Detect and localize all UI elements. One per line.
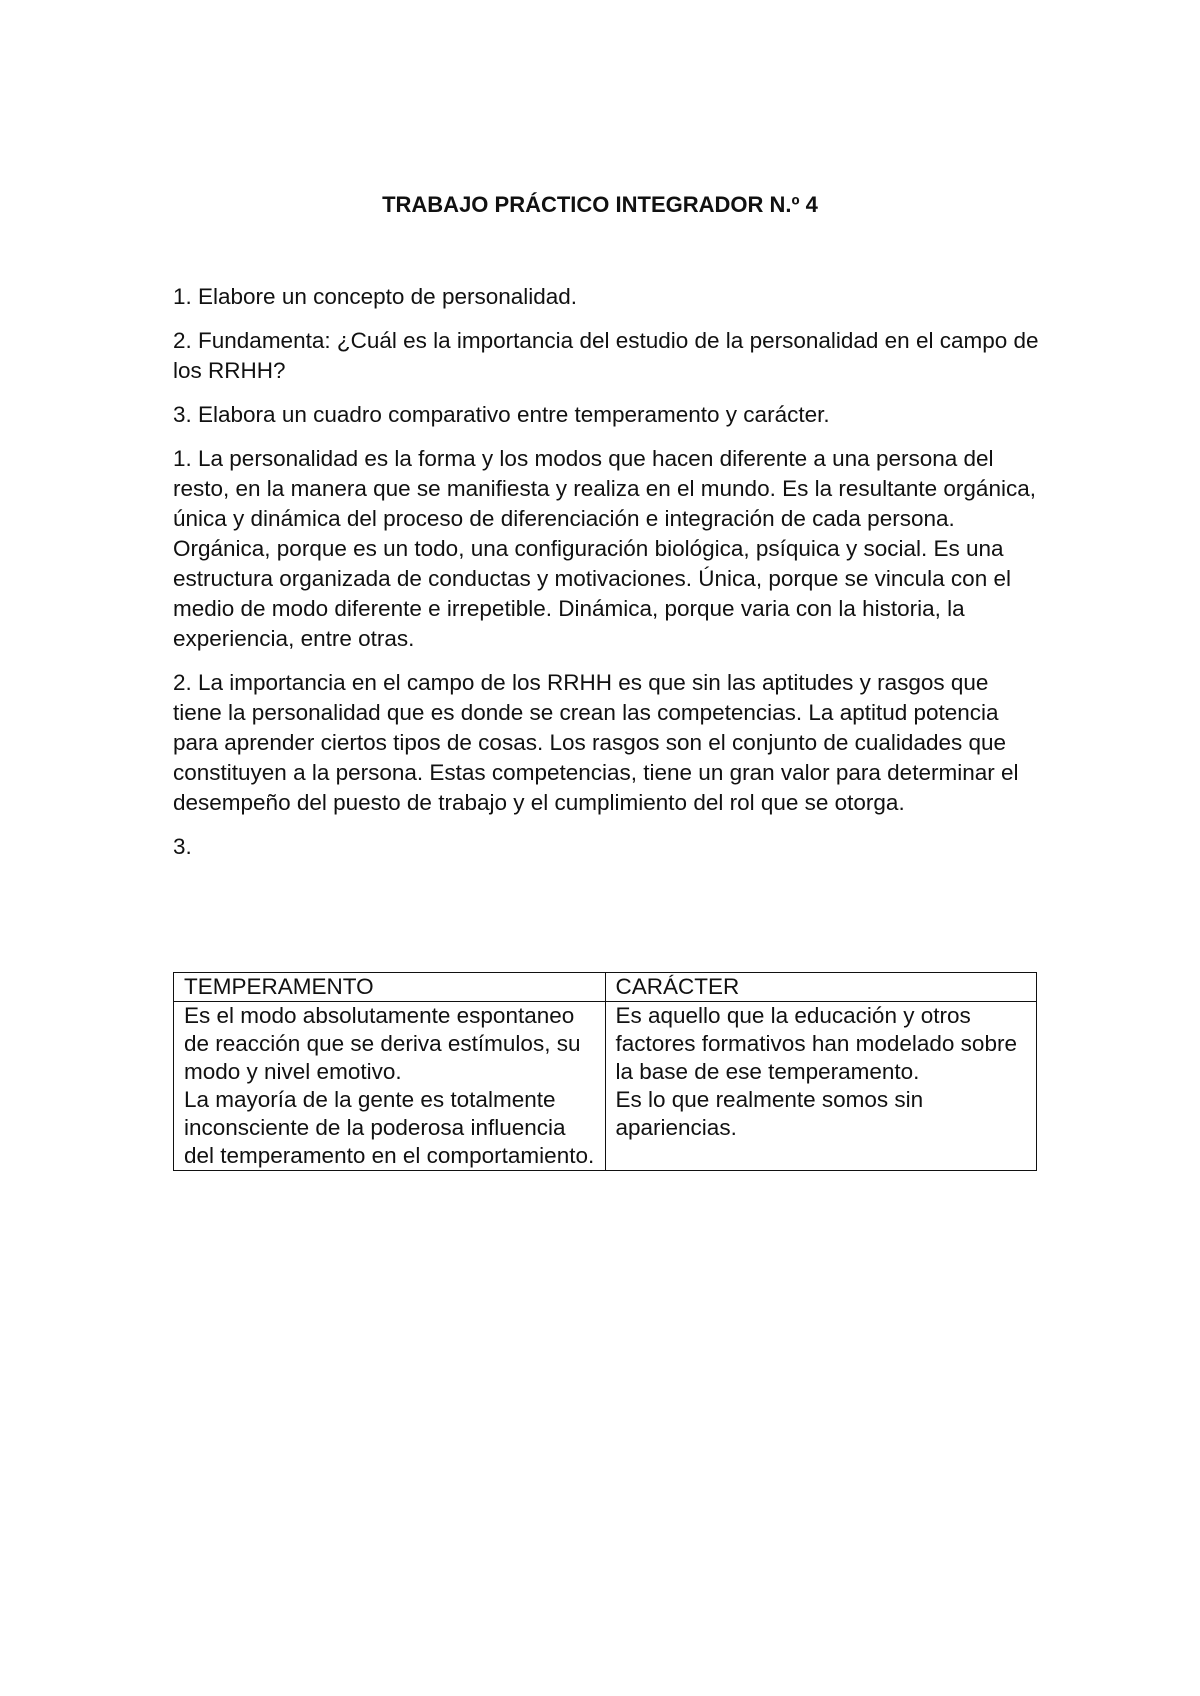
table-row xyxy=(174,1002,1037,1171)
temperamento-text-1: Es el modo absolutamente espontaneo de reacción que se deriva estímulos, su modo y nivel emotivo. xyxy=(184,1003,581,1084)
answer-1: 1. La personalidad es la forma y los modos que hacen diferente a una persona del resto, en la manera que se manifiesta y realiza en el mundo. Es la resultante orgánica, única y dinámica del proceso de diferenciación e integración de cada persona. Orgánica, porque es un todo, una configuración biológica, psíquica y social. Es una estructura organizada de conductas y motivaciones. Única, porque se vincula con el medio de modo diferente e irrepetible. Dinámica, porque varia con la historia, la experiencia, entre otras. xyxy=(173,446,1036,651)
answer-3: 3. xyxy=(173,834,192,859)
question-3: 3. Elabora un cuadro comparativo entre temperamento y carácter. xyxy=(173,402,830,427)
answer-2: 2. La importancia en el campo de los RRHH es que sin las aptitudes y rasgos que tiene la personalidad que es donde se crean las competencias. La aptitud potencia para aprender ciertos tipos de cosas. Los rasgos son el conjunto de cualidades que constituyen a la persona. Estas competencias, tiene un gran valor para determinar el desempeño del puesto de trabajo y el cumplimiento del rol que se otorga. xyxy=(173,670,1019,815)
header-caracter: CARÁCTER xyxy=(605,973,1037,1002)
document-title: TRABAJO PRÁCTICO INTEGRADOR N.º 4 xyxy=(382,192,818,217)
table-header-row xyxy=(174,973,1037,1002)
temperamento-text-2: La mayoría de la gente es totalmente inconsciente de la poderosa influencia del temperamento en el comportamiento. xyxy=(184,1087,595,1168)
comparison-table xyxy=(173,972,1037,1171)
cell-caracter xyxy=(605,1002,1037,1171)
question-2: 2. Fundamenta: ¿Cuál es la importancia del estudio de la personalidad en el campo de los RRHH? xyxy=(173,328,1039,383)
document-body xyxy=(173,282,1043,876)
header-temperamento: TEMPERAMENTO xyxy=(174,973,606,1002)
caracter-text-2: Es lo que realmente somos sin apariencias. xyxy=(615,1087,924,1140)
caracter-text-1: Es aquello que la educación y otros factores formativos han modelado sobre la base de ese temperamento. xyxy=(615,1003,1017,1084)
cell-temperamento xyxy=(174,1002,606,1171)
question-1: 1. Elabore un concepto de personalidad. xyxy=(173,284,578,309)
